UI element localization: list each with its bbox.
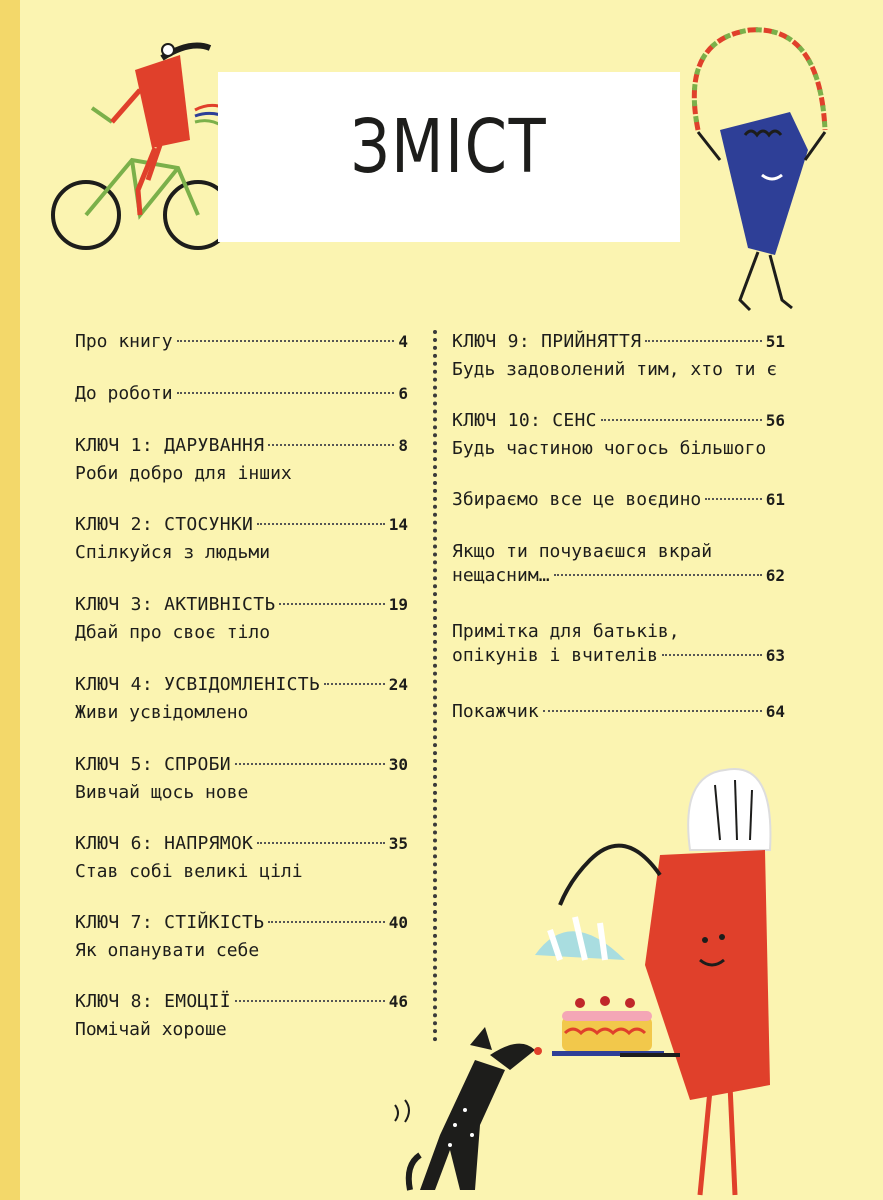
dot-leader	[705, 498, 761, 500]
dot-leader	[554, 574, 762, 576]
toc-entry[interactable]	[452, 700, 785, 724]
dot-leader	[257, 523, 385, 525]
dog-illustration	[380, 1015, 550, 1200]
toc-entry[interactable]	[75, 513, 408, 565]
toc-entry-label: КЛЮЧ 10: СЕНС	[452, 410, 597, 431]
toc-entry-subtitle: Будь задоволений тим, хто ти є	[452, 359, 778, 380]
toc-entry-label: Про книгу	[75, 331, 173, 352]
dot-leader	[257, 842, 385, 844]
toc-page-number: 62	[765, 566, 785, 585]
toc-page-number: 6	[398, 384, 408, 403]
toc-page-number: 4	[398, 332, 408, 351]
toc-entry-label: КЛЮЧ 9: ПРИЙНЯТТЯ	[452, 331, 642, 352]
toc-entry-subtitle: Роби добро для інших	[75, 463, 292, 484]
toc-entry-label: До роботи	[75, 383, 173, 404]
dot-leader	[268, 921, 384, 923]
toc-entry-subtitle: Спілкуйся з людьми	[75, 542, 271, 563]
toc-entry-subtitle: Помічай хороше	[75, 1019, 227, 1040]
toc-entry-label: КЛЮЧ 8: ЕМОЦІЇ	[75, 991, 231, 1012]
toc-entry[interactable]	[75, 753, 408, 805]
toc-page-number: 63	[765, 646, 785, 665]
toc-page-number: 8	[398, 436, 408, 455]
toc-entry-subtitle: Живи усвідомлено	[75, 702, 249, 723]
toc-entry-subtitle: Будь частиною чогось більшого	[452, 438, 767, 459]
toc-entry-label: нещасним…	[452, 565, 550, 586]
toc-entry[interactable]	[75, 593, 408, 645]
toc-page-number: 14	[388, 515, 408, 534]
toc-entry[interactable]	[75, 434, 408, 486]
dot-leader	[235, 763, 385, 765]
dot-leader	[235, 1000, 385, 1002]
toc-entry[interactable]	[452, 488, 785, 512]
toc-entry-first-line: Примітка для батьків,	[452, 621, 680, 642]
toc-entry-label: КЛЮЧ 2: СТОСУНКИ	[75, 514, 254, 535]
dot-leader	[324, 683, 385, 685]
dot-leader	[543, 710, 762, 712]
dot-leader	[279, 603, 384, 605]
toc-entry-subtitle: Став собі великі цілі	[75, 861, 303, 882]
dot-leader	[662, 654, 762, 656]
toc-entry[interactable]	[75, 990, 408, 1042]
toc-entry-label: КЛЮЧ 4: УСВІДОМЛЕНІСТЬ	[75, 674, 321, 695]
toc-page-number: 56	[765, 411, 785, 430]
page-edge	[0, 0, 20, 1200]
toc-entry-subtitle: Вивчай щось нове	[75, 782, 249, 803]
toc-entry[interactable]	[75, 911, 408, 963]
toc-entry[interactable]	[452, 540, 785, 588]
toc-entry-label: опікунів і вчителів	[452, 645, 658, 666]
toc-entry[interactable]	[75, 673, 408, 725]
column-divider	[433, 330, 437, 1042]
toc-entry-label: КЛЮЧ 5: СПРОБИ	[75, 754, 231, 775]
toc-page-number: 40	[388, 913, 408, 932]
toc-page-number: 24	[388, 675, 408, 694]
toc-entry[interactable]	[452, 330, 785, 382]
toc-entry-label: Покажчик	[452, 701, 539, 722]
toc-entry-label: КЛЮЧ 3: АКТИВНІСТЬ	[75, 594, 276, 615]
toc-page-number: 46	[388, 992, 408, 1011]
page-title: ЗМІСТ	[350, 104, 548, 190]
toc-entry-label: КЛЮЧ 1: ДАРУВАННЯ	[75, 435, 265, 456]
dot-leader	[645, 340, 761, 342]
toc-page-number: 64	[765, 702, 785, 721]
toc-entry[interactable]	[75, 832, 408, 884]
chef-with-cake-illustration	[530, 755, 790, 1200]
toc-entry[interactable]	[452, 620, 785, 668]
dot-leader	[177, 340, 395, 342]
dot-leader	[268, 444, 394, 446]
toc-page-number: 35	[388, 834, 408, 853]
toc-entry-label: КЛЮЧ 7: СТІЙКІСТЬ	[75, 912, 265, 933]
toc-entry-first-line: Якщо ти почуваєшся вкрай	[452, 541, 713, 562]
toc-entry[interactable]	[452, 409, 785, 461]
dot-leader	[601, 419, 762, 421]
toc-entry[interactable]	[75, 382, 408, 406]
toc-page-number: 61	[765, 490, 785, 509]
toc-entry-subtitle: Як опанувати себе	[75, 940, 260, 961]
toc-page-number: 19	[388, 595, 408, 614]
toc-entry-subtitle: Дбай про своє тіло	[75, 622, 271, 643]
toc-entry-label: КЛЮЧ 6: НАПРЯМОК	[75, 833, 254, 854]
toc-page-number: 30	[388, 755, 408, 774]
toc-entry[interactable]	[75, 330, 408, 354]
dot-leader	[177, 392, 395, 394]
title-box	[218, 72, 680, 242]
toc-page-number: 51	[765, 332, 785, 351]
toc-entry-label: Збираємо все це воєдино	[452, 489, 702, 510]
jump-rope-illustration	[670, 20, 860, 320]
